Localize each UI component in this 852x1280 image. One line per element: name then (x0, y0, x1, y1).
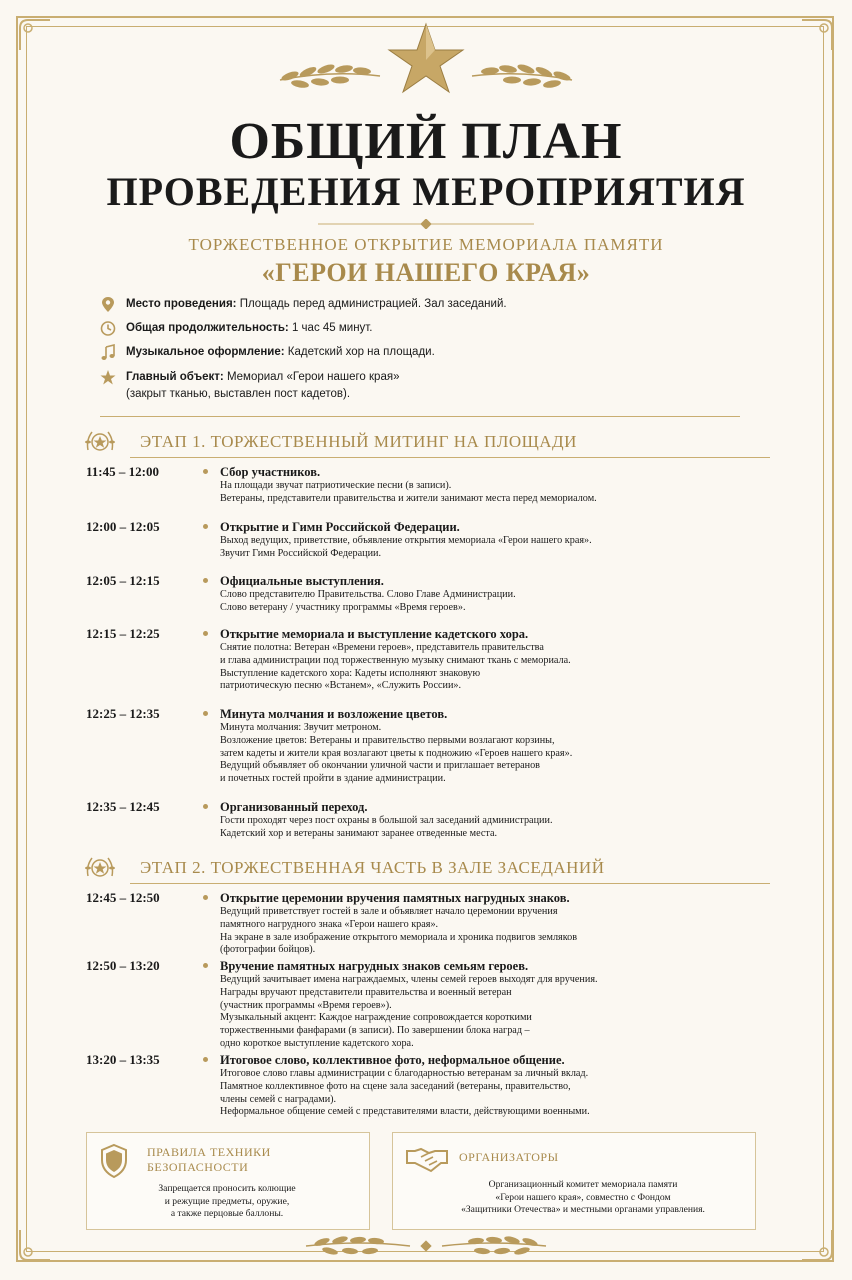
schedule-time: 11:45 – 12:00 (86, 464, 159, 479)
organizers-text-line: Организационный комитет мемориала памяти (488, 1179, 678, 1190)
info-main-object (126, 369, 726, 403)
safety-text-line: и режущие предметы, оружие, (164, 1195, 290, 1207)
schedule-title: Итоговое слово, коллективное фото, неформальное общение. (220, 1053, 565, 1067)
bullet-dot (203, 631, 208, 636)
info-venue (126, 296, 726, 313)
schedule-desc-line: одно короткое выступление кадетского хора. (220, 1037, 414, 1049)
schedule-desc-line: Минута молчания: Звучит метроном. (220, 722, 382, 733)
corner-ornament-icon (800, 1228, 834, 1262)
safety-title: ПРАВИЛА ТЕХНИКИ (147, 1145, 271, 1159)
bullet-dot (203, 711, 208, 716)
schedule-desc-line: Гости проходят через пост охраны в большой зал заседаний администрации. (220, 815, 553, 826)
schedule-time: 12:50 – 13:20 (86, 958, 160, 973)
event-name: «ГЕРОИ НАШЕГО КРАЯ» (261, 258, 591, 287)
event-subtitle: ТОРЖЕСТВЕННОЕ ОТКРЫТИЕ МЕМОРИАЛА ПАМЯТИ (188, 235, 664, 254)
schedule-title: Открытие и Гимн Российской Федерации. (220, 520, 460, 534)
schedule-title: Организованный переход. (220, 800, 368, 814)
info-value: Площадь перед администрацией. Зал заседаний. (239, 298, 507, 310)
bullet-dot (203, 895, 208, 900)
schedule-title: Официальные выступления. (220, 574, 384, 588)
info-label: Общая продолжительность: (126, 322, 289, 334)
schedule-title: Вручение памятных нагрудных знаков семьям героев. (220, 959, 529, 973)
schedule-desc-line: На площади звучат патриотические песни (в записи). (220, 480, 452, 491)
info-music (126, 344, 726, 361)
bullet-dot (203, 963, 208, 968)
bullet-dot (203, 469, 208, 474)
stage-2-header (82, 850, 742, 890)
location-pin-icon (100, 296, 116, 313)
schedule-desc-line: патриотическую песню «Встанем», «Служить России». (220, 680, 462, 692)
schedule-time: 12:05 – 12:15 (86, 573, 160, 588)
schedule-desc-line: Снятие полотна: Ветеран «Времени героев», представитель правительства (220, 642, 544, 653)
organizers-text-line: «Защитники Отечества» и местными органами управления. (461, 1204, 705, 1215)
schedule-time: 12:35 – 12:45 (86, 799, 160, 814)
info-label: Место проведения: (126, 298, 237, 310)
schedule-desc-line: (участник программы «Время героев»). (220, 999, 392, 1011)
stage-1-header (82, 424, 742, 464)
info-value: 1 час 45 минут. (291, 322, 373, 334)
schedule-title: Сбор участников. (220, 465, 321, 479)
info-label: Музыкальное оформление: (126, 346, 285, 358)
shield-icon (99, 1143, 129, 1179)
music-note-icon (100, 344, 116, 361)
title-divider (318, 219, 534, 229)
schedule-desc-line: Ведущий объявляет об окончании уличной части и приглашает ветеранов (220, 760, 540, 772)
schedule-desc-line: члены семей с наградами). (220, 1093, 337, 1105)
bullet-dot (203, 524, 208, 529)
laurel-ornament-icon (300, 1232, 552, 1260)
safety-rules-box (86, 1132, 370, 1230)
schedule-desc-line: Неформальное общение семей с представителями власти, действующими военными. (220, 1106, 590, 1118)
schedule-desc-line: Ветераны, представители правительства и жители занимают места перед мемориалом. (220, 492, 597, 504)
schedule-time: 12:25 – 12:35 (86, 706, 160, 721)
schedule-title: Минута молчания и возложение цветов. (220, 707, 448, 721)
schedule-desc-line: Музыкальный акцент: Каждое награждение сопровождается короткими (220, 1012, 532, 1024)
organizers-title: ОРГАНИЗАТОРЫ (459, 1150, 559, 1164)
schedule-desc-line: На экране в зале изображение открытого мемориала и хроника подвигов земляков (220, 931, 578, 943)
schedule-desc-line: Памятное коллективное фото на сцене зала заседаний (ветераны, правительство, (220, 1080, 571, 1092)
schedule-desc-line: Слово ветерану / участнику программы «Время героев». (220, 601, 466, 613)
corner-ornament-icon (18, 18, 52, 52)
organizers-box (392, 1132, 756, 1230)
bullet-dot (203, 578, 208, 583)
stage-underline (130, 457, 770, 458)
stage-title: ЭТАП 2. ТОРЖЕСТВЕННАЯ ЧАСТЬ В ЗАЛЕ ЗАСЕДАНИЙ (140, 858, 605, 877)
safety-text-line: Запрещается проносить колющие (158, 1183, 296, 1194)
handshake-icon (405, 1145, 449, 1173)
info-value: Кадетский хор на площади. (287, 346, 435, 358)
schedule-time: 12:00 – 12:05 (86, 519, 160, 534)
section-divider (100, 416, 740, 417)
schedule-desc-line: затем кадеты и жители края возлагают цветы к подножию «Героев нашего края». (220, 747, 573, 759)
schedule-desc-line: Слово представителю Правительства. Слово Главе Администрации. (220, 589, 516, 600)
info-duration (126, 320, 726, 337)
schedule-desc-line: Награды вручают представители правительства и военный ветеран (220, 986, 512, 998)
laurel-emblem-icon (82, 424, 118, 460)
schedule-time: 12:45 – 12:50 (86, 890, 160, 905)
corner-ornament-icon (18, 1228, 52, 1262)
organizers-text-line: «Герои нашего края», совместно с Фондом (495, 1191, 671, 1203)
star-icon (100, 369, 116, 386)
info-value: Мемориал «Герои нашего края» (226, 371, 400, 383)
schedule-desc-line: Выход ведущих, приветствие, объявление открытия мемориала «Герои нашего края». (220, 535, 592, 546)
schedule-desc-line: Звучит Гимн Российской Федерации. (220, 547, 382, 559)
page-title-second-line: ПРОВЕДЕНИЯ МЕРОПРИЯТИЯ (106, 169, 746, 214)
corner-ornament-icon (800, 18, 834, 52)
clock-icon (100, 320, 116, 337)
schedule-desc-line: Выступление кадетского хора: Кадеты исполняют знаковую (220, 667, 481, 679)
schedule-desc-line: Итоговое слово главы администрации с благодарностью ветеранам за личный вклад. (220, 1068, 589, 1079)
schedule-desc-line: и глава администрации под торжественную музыку снимают ткань с мемориала. (220, 654, 571, 666)
stage-title: ЭТАП 1. ТОРЖЕСТВЕННЫЙ МИТИНГ НА ПЛОЩАДИ (140, 432, 577, 451)
laurel-emblem-icon (82, 850, 118, 886)
schedule-title: Открытие церемонии вручения памятных нагрудных знаков. (220, 891, 570, 905)
info-value-continued: (закрыт тканью, выставлен пост кадетов). (126, 388, 351, 400)
bullet-dot (203, 804, 208, 809)
schedule-desc-line: Возложение цветов: Ветераны и правительство первыми возлагают корзины, (220, 734, 555, 746)
schedule-time: 12:15 – 12:25 (86, 626, 160, 641)
info-label: Главный объект: (126, 371, 224, 383)
schedule-title: Открытие мемориала и выступление кадетского хора. (220, 627, 529, 641)
star-laurel-emblem-icon (270, 20, 582, 100)
safety-title-second-line: БЕЗОПАСНОСТИ (147, 1160, 249, 1174)
stage-underline (130, 883, 770, 884)
safety-text-line: а также перцовые баллоны. (170, 1208, 284, 1219)
schedule-desc-line: Кадетский хор и ветераны занимают заранее отведенные места. (220, 827, 498, 839)
schedule-desc-line: Ведущий зачитывает имена награждаемых, члены семей героев выходят для вручения. (220, 974, 598, 985)
page-title: ОБЩИЙ ПЛАН (229, 113, 623, 170)
bullet-dot (203, 1057, 208, 1062)
schedule-desc-line: памятного нагрудного знака «Герои нашего края». (220, 918, 439, 930)
schedule-time: 13:20 – 13:35 (86, 1052, 160, 1067)
schedule-desc-line: и почетных гостей пройти в здание администрации. (220, 773, 446, 785)
schedule-desc-line: Ведущий приветствует гостей в зале и объявляет начало церемонии вручения (220, 906, 558, 917)
schedule-desc-line: торжественными фанфарами (в записи). По завершении блока наград – (220, 1025, 530, 1037)
schedule-desc-line: (фотографии бойцов). (220, 944, 316, 956)
